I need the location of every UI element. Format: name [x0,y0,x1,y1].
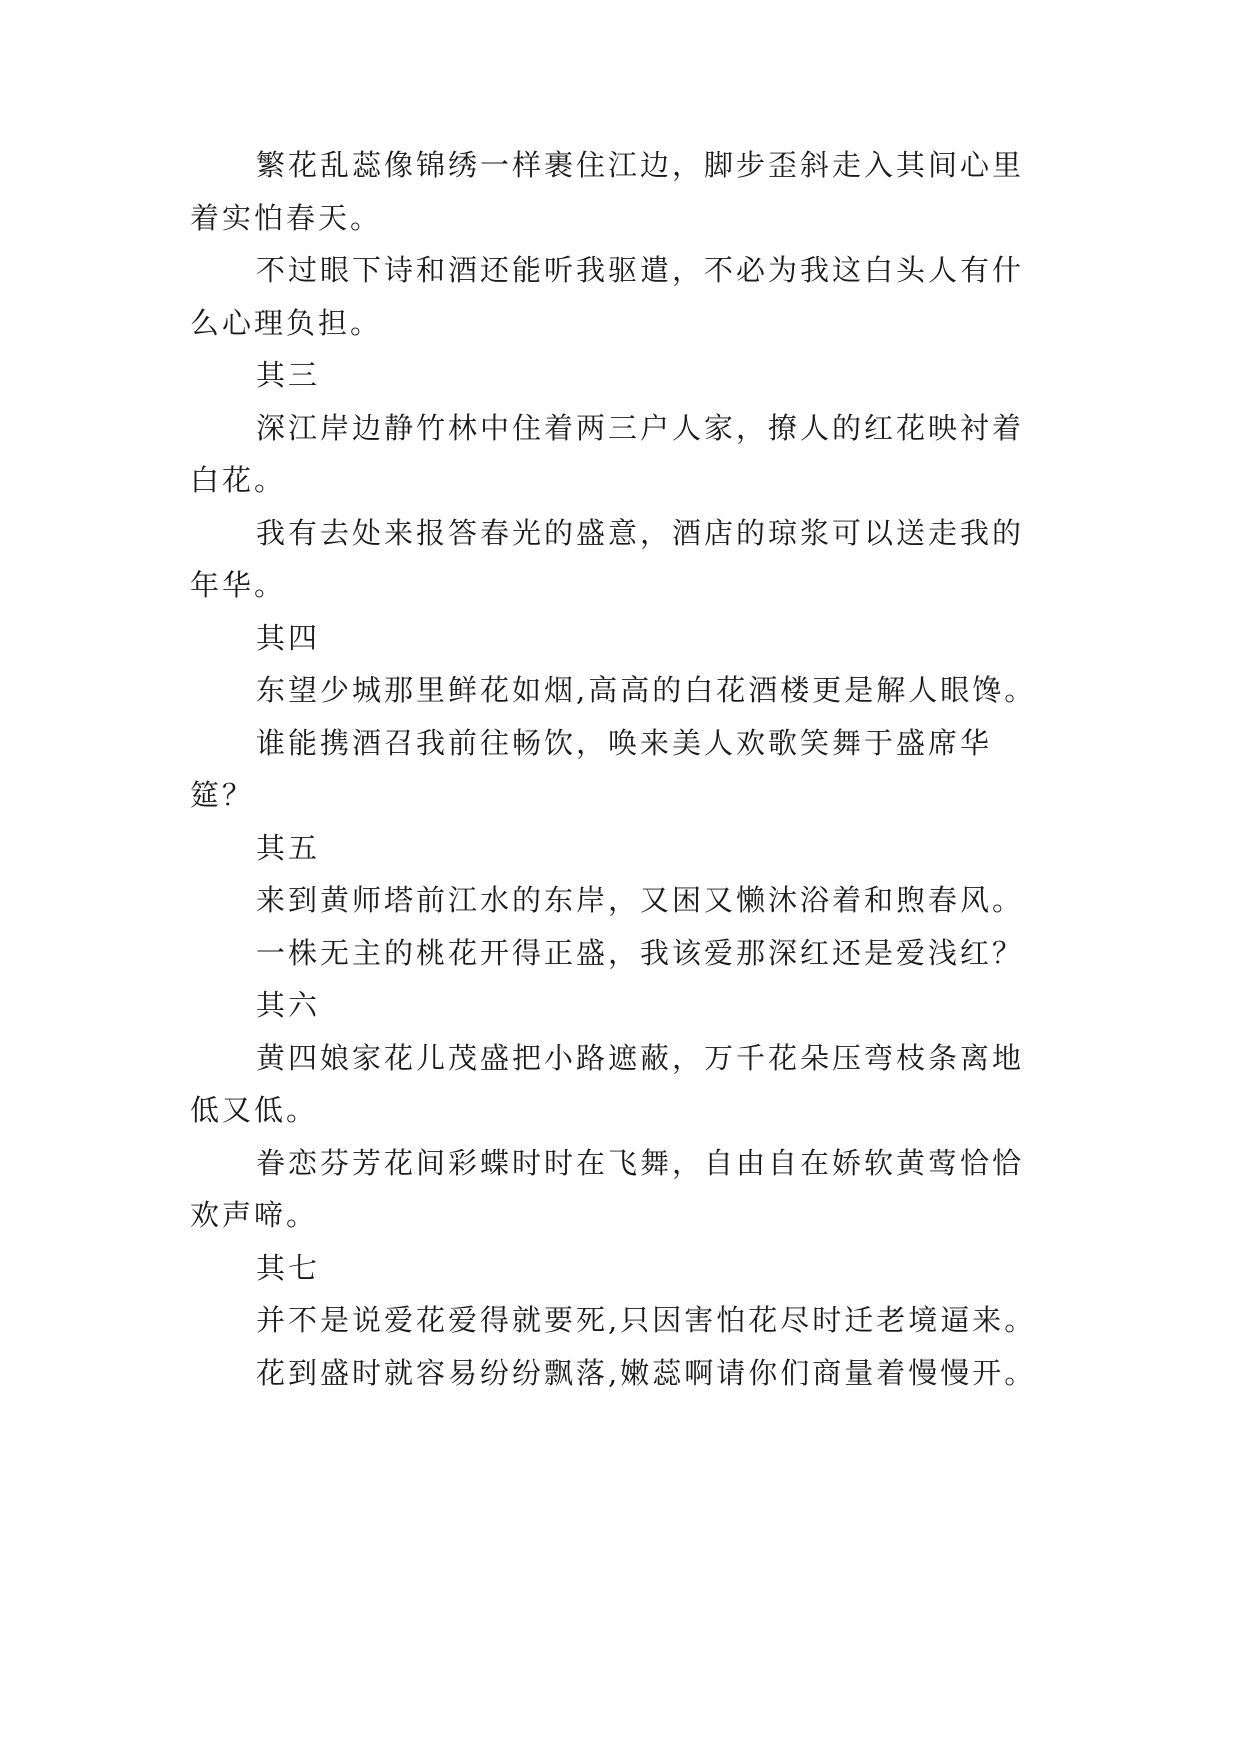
paragraph-line: 深江岸边静竹林中住着两三户人家，撩人的红花映衬着 [256,411,1025,445]
paragraph-line: 筵？ [190,778,255,812]
paragraph-line: 一株无主的桃花开得正盛，我该爱那深红还是爱浅红？ [256,936,1025,970]
paragraph-line: 年华。 [190,568,287,602]
paragraph-line: 么心理负担。 [190,306,383,340]
paragraph-line: 眷恋芬芳花间彩蝶时时在飞舞，自由自在娇软黄莺恰恰 [256,1146,1025,1180]
paragraph-line: 低又低。 [190,1093,319,1127]
paragraph-line: 我有去处来报答春光的盛意，酒店的琼浆可以送走我的 [256,516,1025,550]
section-heading: 其七 [256,1251,321,1285]
paragraph-line: 白花。 [190,463,287,497]
section-heading: 其四 [256,621,321,655]
paragraph-line: 着实怕春天。 [190,201,383,235]
section-heading: 其五 [256,831,321,865]
section-heading: 其六 [256,988,321,1022]
paragraph-line: 黄四娘家花儿茂盛把小路遮蔽，万千花朵压弯枝条离地 [256,1041,1025,1075]
section-heading: 其三 [256,358,321,392]
paragraph-line: 东望少城那里鲜花如烟,高高的白花酒楼更是解人眼馋。 [256,673,1037,707]
paragraph-line: 不过眼下诗和酒还能听我驱遣，不必为我这白头人有什 [256,253,1025,287]
paragraph-line: 繁花乱蕊像锦绣一样裹住江边，脚步歪斜走入其间心里 [256,148,1025,182]
paragraph-line: 谁能携酒召我前往畅饮，唤来美人欢歌笑舞于盛席华 [256,726,993,760]
paragraph-line: 来到黄师塔前江水的东岸，又困又懒沐浴着和煦春风。 [256,883,1025,917]
paragraph-line: 欢声啼。 [190,1198,319,1232]
paragraph-line: 花到盛时就容易纷纷飘落,嫩蕊啊请你们商量着慢慢开。 [256,1356,1037,1390]
paragraph-line: 并不是说爱花爱得就要死,只因害怕花尽时迁老境逼来。 [256,1303,1037,1337]
